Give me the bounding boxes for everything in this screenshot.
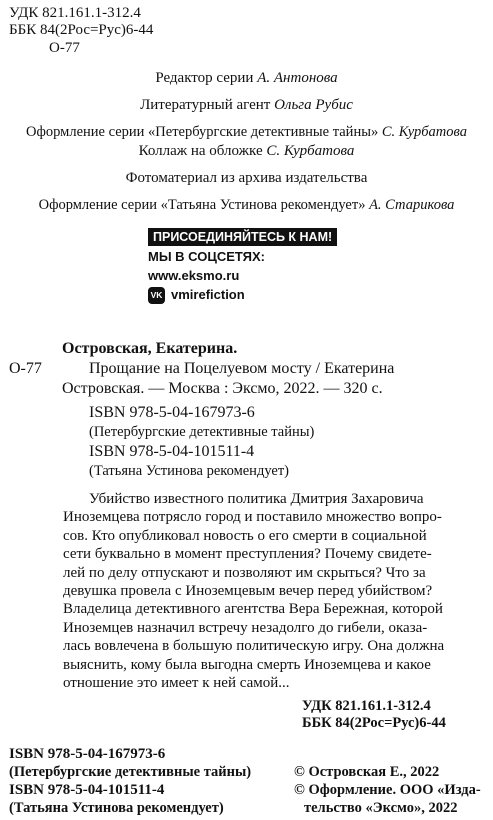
bib-author-mark: О-77 [9, 360, 42, 377]
annotation-line: Иноземцева потрясло город и поставило множество вопро- [63, 509, 442, 526]
annotation-line: Убийство известного политика Дмитрия Захаровича [89, 491, 424, 507]
credit-label: Оформление серии «Петербургские детективные тайны» [26, 124, 382, 140]
copyright-design-2: тельство «Эксмо», 2022 [304, 800, 458, 816]
credit-label: Литературный агент [140, 97, 275, 113]
copyright-design-1: © Оформление. ООО «Изда- [294, 782, 481, 798]
bottom-udk: УДК 821.161.1-312.4 [302, 698, 431, 714]
annotation-line: отношение это имеет к ней самой... [63, 675, 290, 692]
annotation-line: девушка провела с Иноземцевым вечер перед убийством? [63, 583, 433, 600]
annotation-line: выяснить, кому была выгодна смерть Иноземцева и какое [63, 656, 431, 673]
bib-isbn-2: ISBN 978-5-04-101511-4 [89, 443, 255, 460]
credit-name: А. Антонова [257, 70, 338, 86]
credit-label: Коллаж на обложке [138, 143, 267, 159]
annotation-line: Иноземцев назначил встречу незадолго до гибели, оказа- [63, 619, 428, 636]
credit-label: Оформление серии «Татьяна Устинова рекомендует» [38, 197, 370, 213]
promo-website-link[interactable]: www.eksmo.ru [148, 268, 240, 283]
copyright-author: © Островская Е., 2022 [294, 764, 440, 780]
annotation [63, 490, 444, 692]
annotation-line: лей по делу отпускают и позволяют им скрыться? Что за [63, 564, 426, 581]
annotation-line: лась вовлечена в большую политическую игру. Она должна [63, 638, 445, 655]
annotation-line: сов. Кто опубликовал новость о его смерти в социальной [63, 527, 427, 544]
credit-series-design-1 [0, 124, 493, 140]
vk-icon: VK [148, 287, 165, 304]
annotation-line: Владелица детективного агентства Вера Бережная, которой [63, 601, 443, 618]
promo-social-label: МЫ В СОЦСЕТЯХ: [148, 249, 266, 264]
vk-handle: vmirefiction [171, 287, 245, 302]
credit-name: А. Старикова [369, 197, 455, 213]
credit-cover-collage [0, 143, 493, 160]
bib-isbn-1: ISBN 978-5-04-167973-6 [89, 404, 255, 421]
annotation-line: сети буквально в момент преступления? Почему свидете- [63, 546, 432, 563]
credit-name: Ольга Рубис [274, 97, 353, 113]
credit-label: Фотоматериал из архива издательства [125, 170, 368, 186]
bib-series-2: (Татьяна Устинова рекомендует) [89, 463, 289, 479]
bib-author-heading: Островская, Екатерина. [62, 340, 238, 357]
bottom-isbn-1: ISBN 978-5-04-167973-6 [9, 746, 166, 762]
bottom-series-1: (Петербургские детективные тайны) [9, 764, 252, 780]
promo-vk-row[interactable] [148, 287, 337, 304]
bib-title-line-1: Прощание на Поцелуевом мосту / Екатерина [89, 360, 395, 377]
bib-series-1: (Петербургские детективные тайны) [89, 424, 315, 440]
bottom-series-2: (Татьяна Устинова рекомендует) [9, 800, 224, 816]
bib-title-line-2: Островская. — Москва : Эксмо, 2022. — 320 с. [62, 380, 383, 397]
credit-name: С. Курбатова [381, 124, 467, 140]
credit-label: Редактор серии [155, 70, 258, 86]
promo-title: ПРИСОЕДИНЯЙТЕСЬ К НАМ! [148, 228, 337, 246]
bottom-isbn-2: ISBN 978-5-04-101511-4 [9, 782, 165, 798]
credit-series-design-2 [0, 197, 493, 213]
top-udk: УДК 821.161.1-312.4 [9, 5, 141, 21]
credit-literary-agent [0, 97, 493, 114]
credit-name: С. Курбатова [266, 143, 355, 159]
promo-block [148, 228, 337, 304]
credit-photo-material [0, 170, 493, 187]
top-author-mark: О-77 [49, 40, 80, 56]
credit-series-editor [0, 70, 493, 87]
top-bbk: ББК 84(2Рос=Рус)6-44 [9, 22, 154, 38]
bottom-bbk: ББК 84(2Рос=Рус)6-44 [302, 715, 446, 731]
